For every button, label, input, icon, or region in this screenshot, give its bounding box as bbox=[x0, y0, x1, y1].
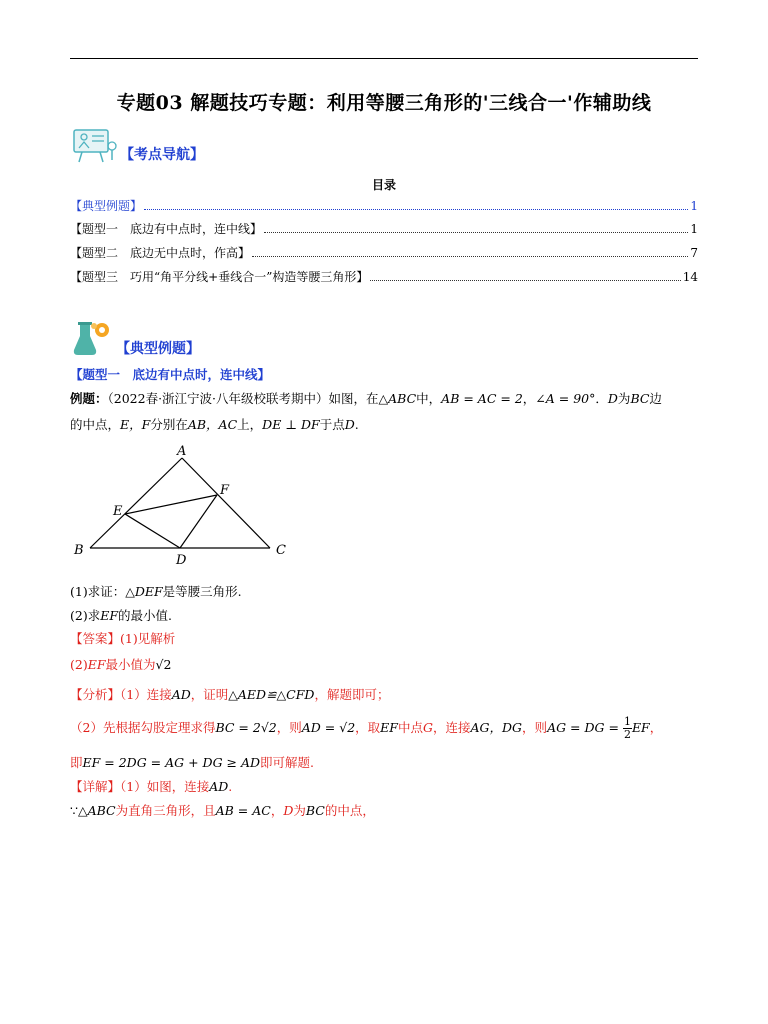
nav-label: 【考点导航】 bbox=[120, 147, 204, 163]
detail-line-1: 【详解】（1）如图，连接AD. bbox=[70, 779, 233, 794]
flask-icon bbox=[72, 320, 114, 358]
problem-line-2: 的中点，E，F分别在AB，AC上，DE ⊥ DF于点D. bbox=[70, 417, 359, 432]
label-d: D bbox=[176, 553, 187, 568]
label-b: B bbox=[74, 543, 84, 558]
nav-section-header bbox=[72, 126, 204, 164]
page-title: 专题03 解题技巧专题：利用等腰三角形的'三线合一'作辅助线 bbox=[116, 92, 652, 114]
triangle-figure bbox=[70, 442, 300, 572]
examples-label: 【典型例题】 bbox=[116, 341, 200, 357]
toc-item-type1[interactable]: 【题型一 底边有中点时，连中线】 1 bbox=[70, 222, 698, 236]
toc-item-examples[interactable]: 【典型例题】 1 bbox=[70, 199, 698, 213]
teaching-board-icon bbox=[72, 126, 118, 164]
label-a: A bbox=[177, 444, 187, 459]
problem-line-1: 例题：（2022春·浙江宁波·八年级校联考期中）如图，在△ABC中，AB = AC = 2，∠A = 90°．D为BC边 bbox=[70, 391, 662, 406]
answer-1: 【答案】(1)见解析 bbox=[70, 631, 176, 646]
label-e: E bbox=[113, 504, 123, 519]
examples-section-header bbox=[72, 320, 200, 358]
analysis-line-1: 【分析】（1）连接AD，证明△AED≌△CFD，解题即可； bbox=[70, 687, 390, 702]
segment-ac bbox=[182, 458, 270, 548]
type1-label: 【题型一 底边有中点时，连中线】 bbox=[70, 367, 271, 382]
segment-ab bbox=[90, 458, 182, 548]
question-2: (2)求EF的最小值. bbox=[70, 608, 173, 623]
question-1: (1)求证：△DEF是等腰三角形. bbox=[70, 584, 242, 599]
answer-2: (2)EF最小值为√2 bbox=[70, 657, 172, 672]
fraction-half: $\frac{1}{2}$ bbox=[623, 715, 631, 741]
toc-item-type3[interactable]: 【题型三 巧用“角平分线+垂线合一”构造等腰三角形】 14 bbox=[70, 270, 698, 284]
toc-item-type2[interactable]: 【题型二 底边无中点时，作高】 7 bbox=[70, 246, 698, 260]
segment-df bbox=[180, 495, 217, 548]
detail-line-2: ∵△ABC为直角三角形，且AB = AC，D为BC的中点， bbox=[70, 803, 375, 818]
label-c: C bbox=[276, 543, 286, 558]
analysis-line-3: 即EF = 2DG = AG + DG ≥ AD即可解题. bbox=[70, 755, 315, 770]
segment-de bbox=[125, 514, 180, 548]
header-rule bbox=[70, 58, 698, 59]
segment-ef bbox=[125, 495, 217, 514]
analysis-line-2: （2）先根据勾股定理求得BC = 2√2，则AD = √2，取EF中点G，连接AG，DG，则AG = DG = $\frac{1}{2}$ EF， bbox=[70, 715, 663, 741]
label-f: F bbox=[220, 483, 230, 498]
toc-title: 目录 bbox=[371, 178, 396, 192]
